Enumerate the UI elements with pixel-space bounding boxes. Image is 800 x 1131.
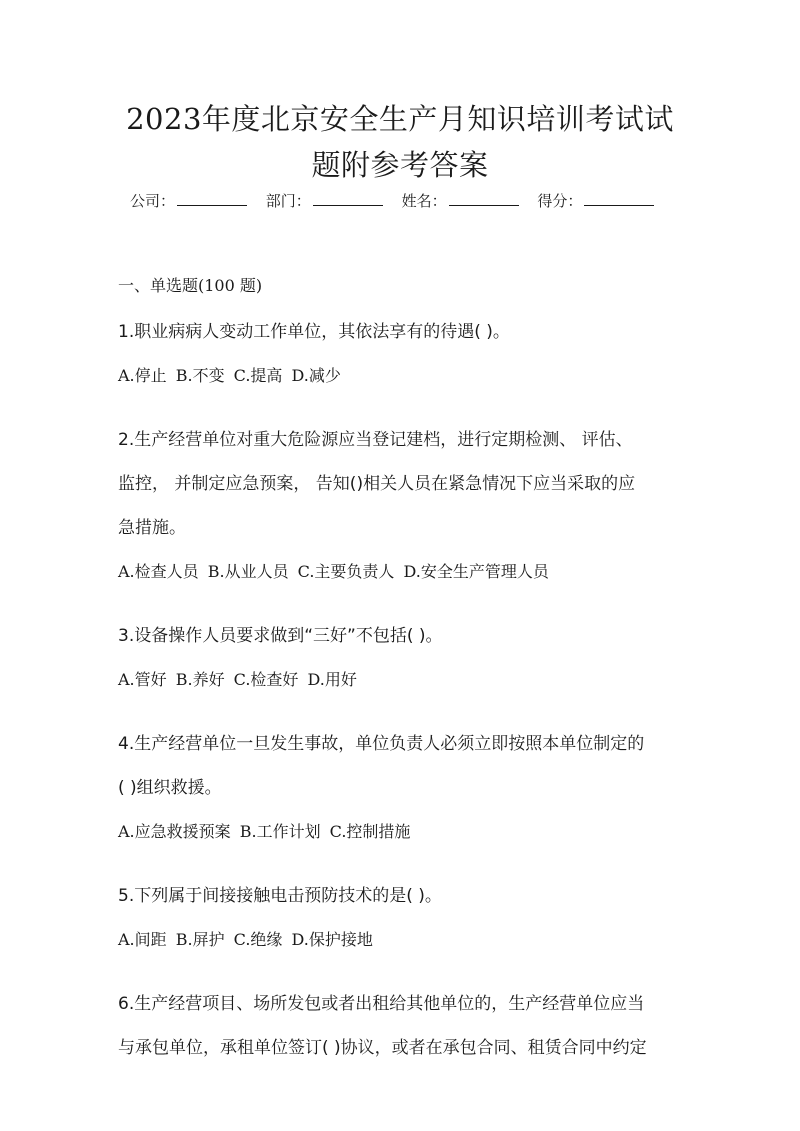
info-field-company bbox=[130, 190, 247, 212]
question-list bbox=[118, 310, 684, 1070]
question-text bbox=[118, 310, 684, 354]
info-field-name bbox=[402, 190, 519, 212]
question-line: ( )组织救援。 bbox=[118, 778, 222, 798]
blank-line bbox=[584, 191, 654, 206]
question-line: 急措施。 bbox=[118, 518, 186, 538]
info-field-score bbox=[537, 190, 654, 212]
title-line-2: 题附参考答案 bbox=[311, 148, 489, 182]
info-label: 公司： bbox=[130, 192, 176, 210]
question-item bbox=[118, 982, 684, 1070]
question-options: A.管好 B.养好 C.检查好 D.用好 bbox=[118, 670, 357, 689]
question-line: 1.职业病病人变动工作单位，其依法享有的待遇( )。 bbox=[118, 322, 510, 342]
question-line: 6.生产经营项目、场所发包或者出租给其他单位的，生产经营单位应当 bbox=[118, 994, 645, 1014]
question-text bbox=[118, 462, 684, 506]
question-text bbox=[118, 874, 684, 918]
question-item bbox=[118, 310, 684, 398]
info-field-department bbox=[266, 190, 383, 212]
question-text bbox=[118, 614, 684, 658]
blank-line bbox=[449, 191, 519, 206]
question-line: 4.生产经营单位一旦发生事故，单位负责人必须立即按照本单位制定的 bbox=[118, 734, 645, 754]
info-label: 姓名： bbox=[401, 192, 447, 210]
document-title bbox=[100, 96, 700, 188]
question-options: A.检查人员 B.从业人员 C.主要负责人 D.安全生产管理人员 bbox=[118, 562, 549, 581]
question-item bbox=[118, 722, 684, 854]
question-line: 3.设备操作人员要求做到“三好”不包括( )。 bbox=[118, 626, 443, 646]
question-text bbox=[118, 766, 684, 810]
question-line: 与承包单位，承租单位签订( )协议，或者在承包合同、租赁合同中约定 bbox=[118, 1038, 647, 1058]
title-line-1: 2023年度北京安全生产月知识培训考试试 bbox=[126, 102, 674, 136]
info-row bbox=[130, 190, 690, 212]
info-label: 部门： bbox=[265, 192, 311, 210]
question-text bbox=[118, 1026, 684, 1070]
question-item bbox=[118, 874, 684, 962]
question-options: A.停止 B.不变 C.提高 D.减少 bbox=[118, 366, 341, 385]
blank-line bbox=[177, 191, 247, 206]
question-line: 监控， 并制定应急预案， 告知()相关人员在紧急情况下应当采取的应 bbox=[118, 474, 636, 494]
section-title: 一、单选题(100 题) bbox=[118, 276, 263, 295]
question-text bbox=[118, 722, 684, 766]
question-text bbox=[118, 506, 684, 550]
question-options: A.间距 B.屏护 C.绝缘 D.保护接地 bbox=[118, 930, 373, 949]
question-line: 2.生产经营单位对重大危险源应当登记建档，进行定期检测、 评估、 bbox=[118, 430, 633, 450]
question-line: 5.下列属于间接接触电击预防技术的是( )。 bbox=[118, 886, 442, 906]
question-item bbox=[118, 614, 684, 702]
info-label: 得分： bbox=[537, 192, 583, 210]
question-item bbox=[118, 418, 684, 594]
question-text bbox=[118, 982, 684, 1026]
blank-line bbox=[313, 191, 383, 206]
question-options: A.应急救援预案 B.工作计划 C.控制措施 bbox=[118, 822, 411, 841]
question-text bbox=[118, 418, 684, 462]
